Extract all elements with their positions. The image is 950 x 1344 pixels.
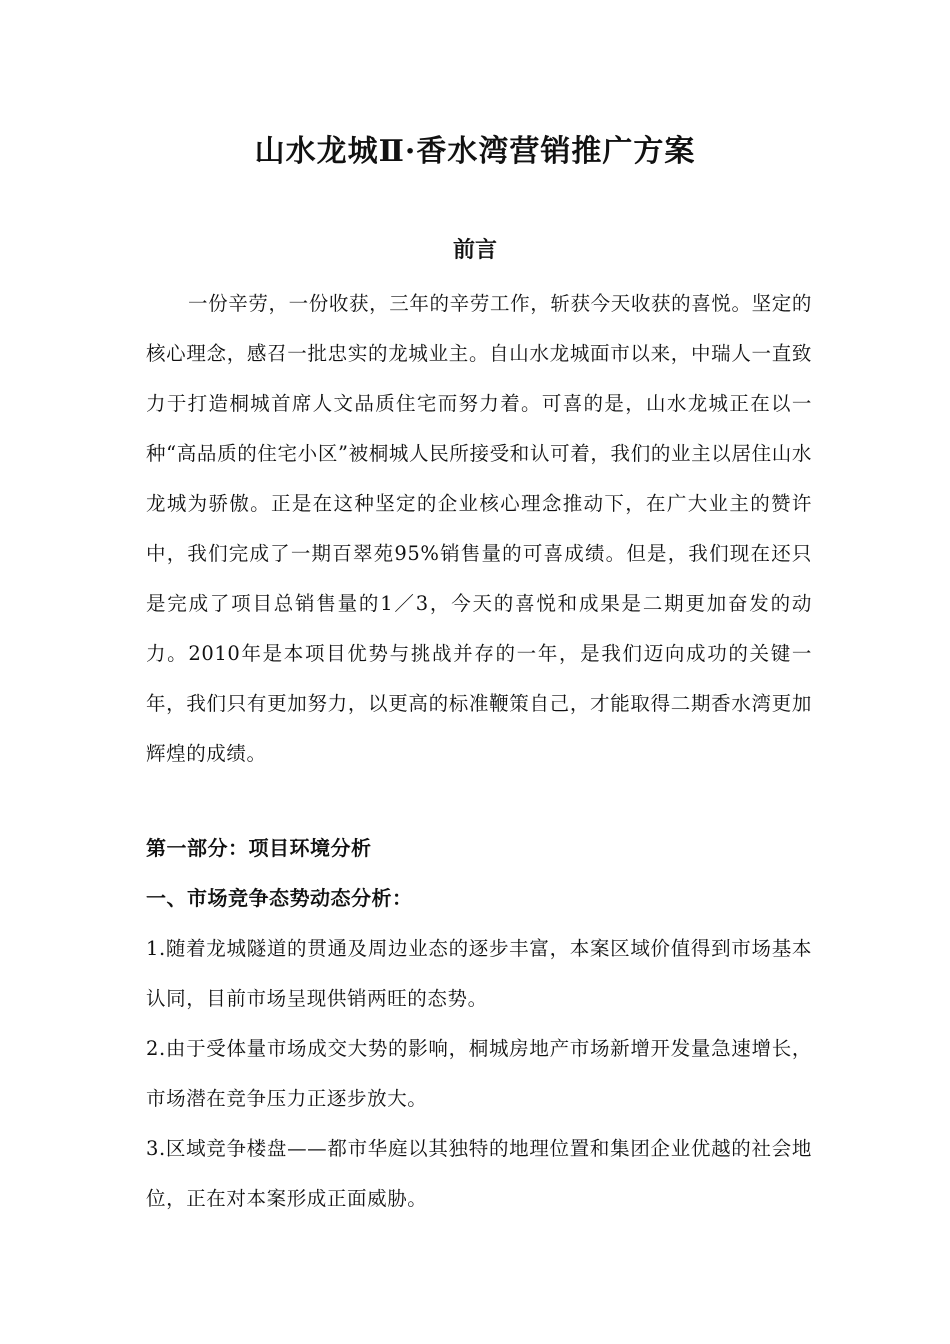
document-title: 山水龙城Ⅱ·香水湾营销推广方案	[254, 134, 696, 169]
analysis-item: 1.随着龙城隧道的贯通及周边业态的逐步丰富，本案区域价值得到市场基本认同，目前市场呈现供销两旺的态势。	[146, 937, 812, 1010]
preface-heading: 前言	[452, 237, 497, 263]
preface-paragraph: 一份辛劳，一份收获，三年的辛劳工作，斩获今天收获的喜悦。坚定的核心理念，感召一批忠实的龙城业主。自山水龙城面市以来，中瑞人一直致力于打造桐城首席人文品质住宅而努力着。可喜的是，山水龙城正在以一种“高品质的住宅小区”被桐城人民所接受和认可着，我们的业主以居住山水龙城为骄傲。正是在这种坚定的企业核心理念推动下，在广大业主的赞许中，我们完成了一期百翠苑95%销售量的可喜成绩。但是，我们现在还只是完成了项目总销售量的1／3，今天的喜悦和成果是二期更加奋发的动力。2010年是本项目优势与挑战并存的一年，是我们迈向成功的关键一年，我们只有更加努力，以更高的标准鞭策自己，才能取得二期香水湾更加辉煌的成绩。	[146, 292, 812, 765]
market-analysis-subheading: 一、市场竞争态势动态分析：	[146, 886, 413, 910]
part-one-heading: 第一部分：项目环境分析	[146, 836, 372, 860]
analysis-item: 2.由于受体量市场成交大势的影响，桐城房地产市场新增开发量急速增长，市场潜在竞争压力正逐步放大。	[146, 1037, 812, 1110]
analysis-item: 3.区域竞争楼盘——都市华庭以其独特的地理位置和集团企业优越的社会地位，正在对本案形成正面威胁。	[146, 1137, 812, 1210]
